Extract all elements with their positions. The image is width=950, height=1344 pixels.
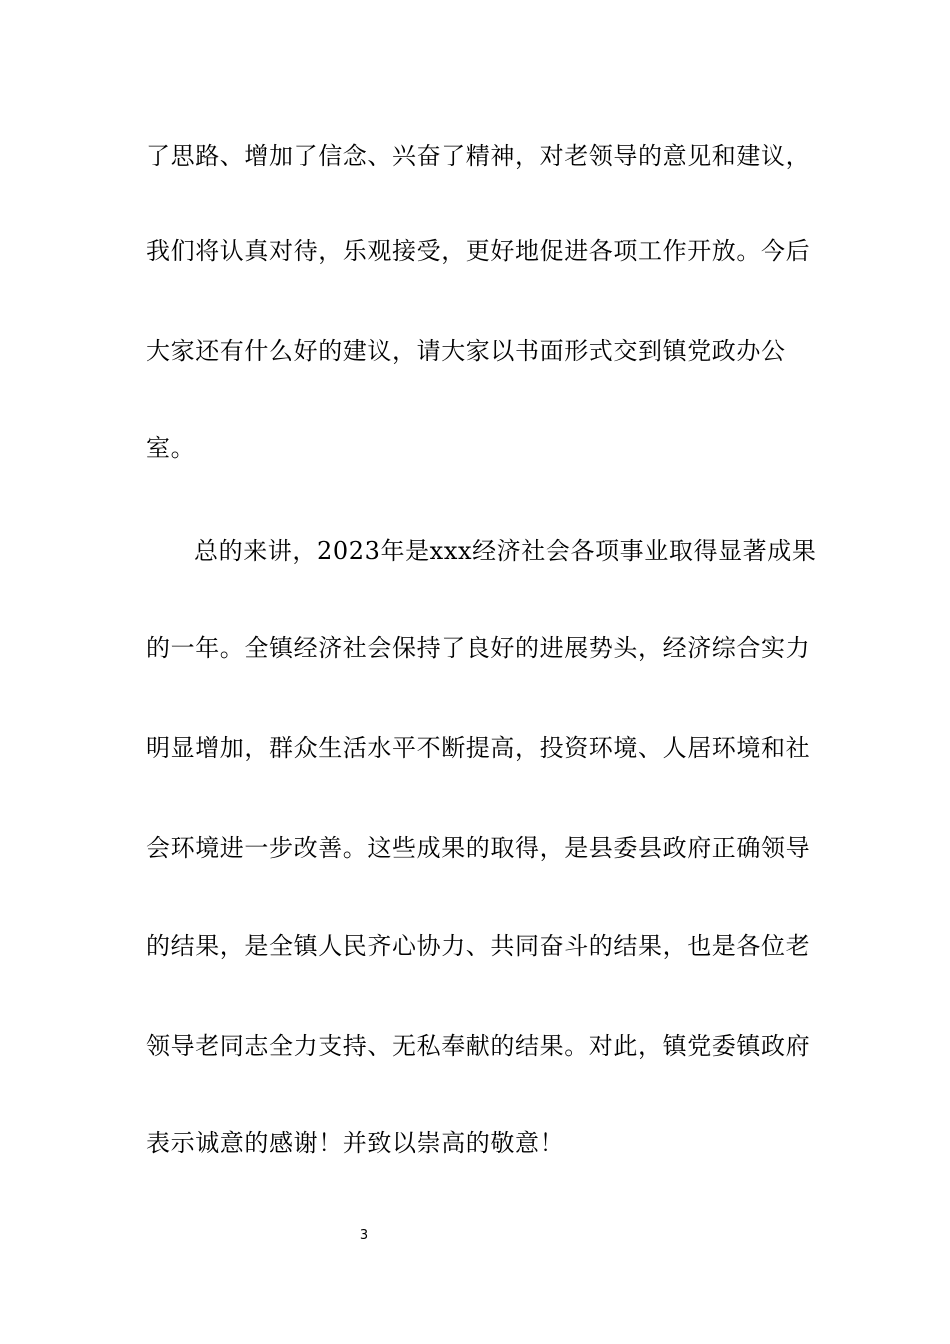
paragraph-2-line-1: 总的来讲，2023年是xxx经济社会各项事业取得显著成果 [194, 537, 817, 565]
paragraph-1-line-3: 大家还有什么好的建议，请大家以书面形式交到镇党政办公 [146, 337, 786, 365]
page-number: 3 [359, 1228, 369, 1243]
paragraph-2-line-2: 的一年。全镇经济社会保持了良好的进展势头，经济综合实力 [146, 634, 811, 662]
paragraph-2-line-3: 明显增加，群众生活水平不断提高，投资环境、人居环境和社 [146, 734, 811, 762]
paragraph-2-line-7: 表示诚意的感谢！并致以崇高的敬意！ [146, 1129, 565, 1157]
paragraph-1-line-1: 了思路、增加了信念、兴奋了精神，对老领导的意见和建议， [146, 142, 811, 170]
paragraph-1-line-4: 室。 [146, 434, 196, 462]
paragraph-2-line-5: 的结果，是全镇人民齐心协力、共同奋斗的结果，也是各位老 [146, 932, 811, 960]
paragraph-2-line-6: 领导老同志全力支持、无私奉献的结果。对此，镇党委镇政府 [146, 1032, 811, 1060]
paragraph-1-line-2: 我们将认真对待，乐观接受，更好地促进各项工作开放。今后 [146, 237, 811, 265]
paragraph-2-line-4: 会环境进一步改善。这些成果的取得，是县委县政府正确领导 [146, 834, 811, 862]
